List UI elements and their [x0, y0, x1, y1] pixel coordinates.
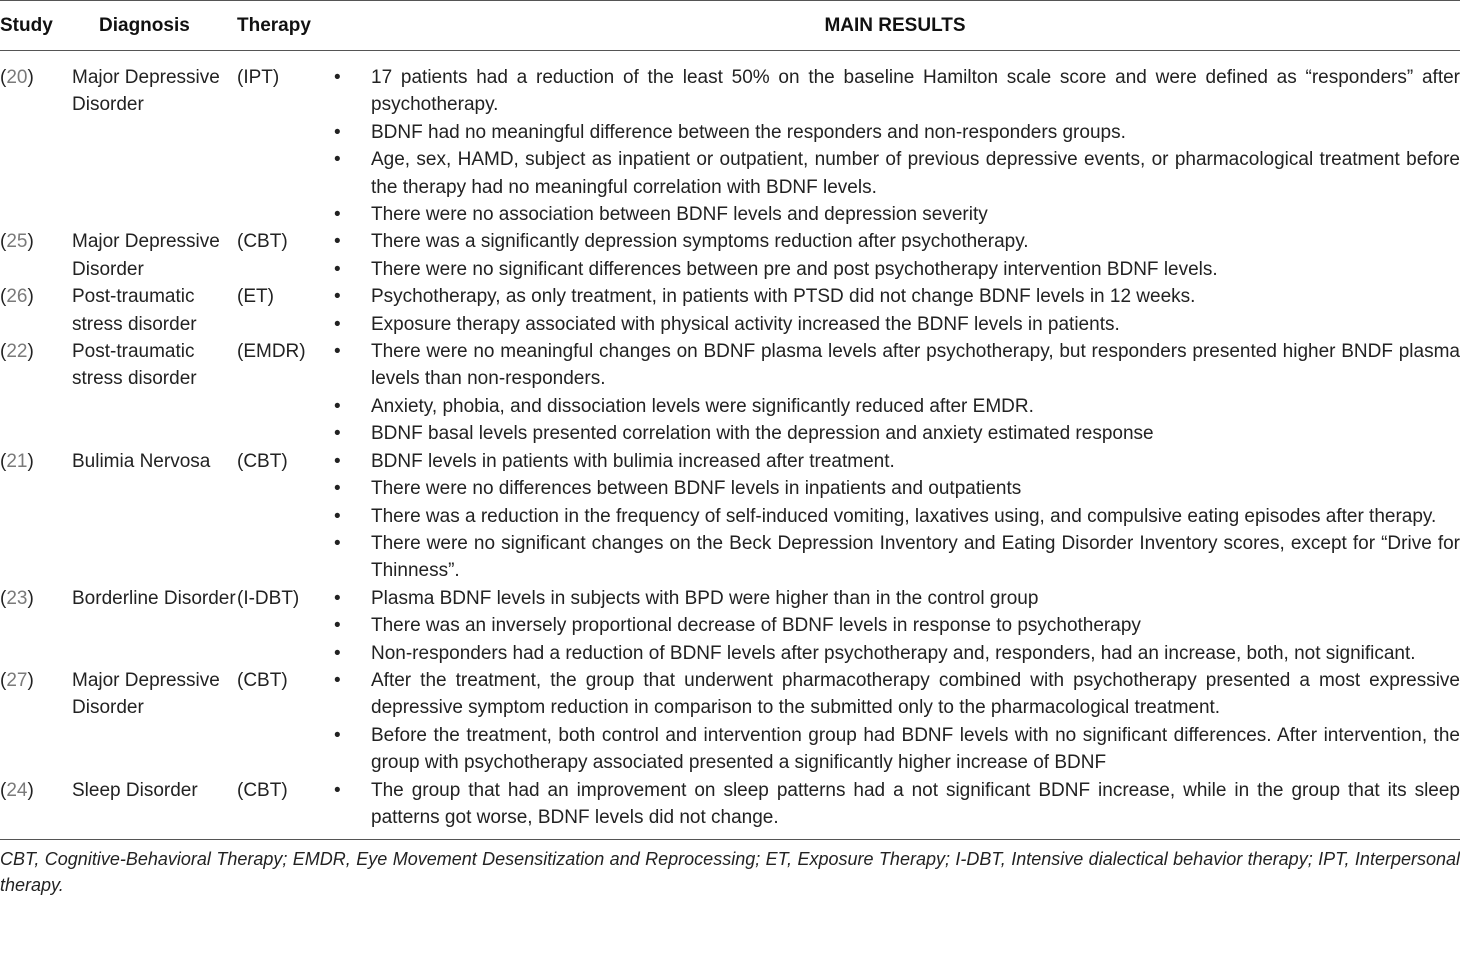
header-therapy: Therapy	[237, 1, 330, 51]
bullet-point: •	[334, 615, 341, 637]
table-row	[0, 338, 1460, 393]
study-cell: (23)	[0, 587, 34, 609]
therapy-cell: (I-DBT)	[237, 587, 300, 609]
bullet-point: •	[334, 121, 341, 143]
table-header	[0, 1, 1460, 51]
header-row	[0, 1, 1460, 51]
diagnosis-cell: Post-traumatic stress disorder	[72, 341, 197, 390]
result-text: Plasma BDNF levels in subjects with BPD were higher than in the control group	[371, 587, 1039, 609]
study-cell: (22)	[0, 341, 34, 363]
result-text: There were no significant differences between pre and post psychotherapy intervention BDNF levels.	[371, 258, 1218, 280]
therapy-cell: (EMDR)	[237, 341, 306, 363]
study-reference-link[interactable]: 25	[6, 231, 28, 253]
table-body	[0, 51, 1460, 840]
therapy-cell: (ET)	[237, 286, 274, 308]
study-reference-link[interactable]: 27	[6, 669, 28, 691]
result-text: There was an inversely proportional decrease of BDNF levels in response to psychotherapy	[371, 615, 1141, 637]
bullet-point: •	[334, 204, 341, 226]
study-reference-link[interactable]: 22	[6, 341, 28, 363]
header-diagnosis: Diagnosis	[72, 1, 237, 51]
result-text: Exposure therapy associated with physical activity increased the BDNF levels in patients.	[371, 313, 1120, 335]
table-row	[0, 283, 1460, 310]
bullet-point: •	[334, 669, 341, 691]
result-text: BDNF levels in patients with bulimia increased after treatment.	[371, 450, 895, 472]
bullet-point: •	[334, 423, 341, 445]
study-cell: (25)	[0, 231, 34, 253]
table-row	[0, 667, 1460, 722]
diagnosis-cell: Sleep Disorder	[72, 779, 198, 801]
diagnosis-cell: Major Depressive Disorder	[72, 67, 220, 116]
study-cell: (26)	[0, 286, 34, 308]
result-text: The group that had an improvement on sleep patterns had a not significant BDNF increase, while in the group that its sleep patterns got worse, BDNF levels did not change.	[371, 779, 1460, 828]
bullet-point: •	[334, 478, 341, 500]
result-text: 17 patients had a reduction of the least 50% on the baseline Hamilton scale score and were defined as “responders” after psychotherapy.	[371, 67, 1460, 116]
bullet-point: •	[334, 231, 341, 253]
header-study: Study	[0, 1, 72, 51]
study-cell: (27)	[0, 669, 34, 691]
result-text: Non-responders had a reduction of BDNF levels after psychotherapy and, responders, had an increase, both, not significant.	[371, 642, 1416, 664]
result-text: There were no differences between BDNF levels in inpatients and outpatients	[371, 478, 1022, 500]
diagnosis-cell: Major Depressive Disorder	[72, 669, 220, 719]
bullet-point: •	[334, 532, 341, 554]
result-text: There were no association between BDNF levels and depression severity	[371, 204, 988, 226]
header-main-results: MAIN RESULTS	[330, 1, 1460, 51]
diagnosis-cell: Major Depressive Disorder	[72, 231, 220, 280]
study-cell: (20)	[0, 67, 34, 88]
study-reference-link[interactable]: 26	[6, 286, 28, 308]
bullet-point: •	[334, 341, 341, 363]
therapy-cell: (CBT)	[237, 231, 288, 253]
table-row	[0, 777, 1460, 840]
bullet-point: •	[334, 149, 341, 171]
table-row	[0, 51, 1460, 119]
result-text: After the treatment, the group that underwent pharmacotherapy combined with psychotherapy presented a most expressive depressive symptom reduction in comparison to the submitted only to the pharmacological treatment.	[371, 669, 1460, 719]
result-text: Before the treatment, both control and intervention group had BDNF levels with no significant differences. After intervention, the group with psychotherapy associated presented a significantly higher increase of BDNF	[371, 724, 1460, 774]
bullet-point: •	[334, 258, 341, 280]
table-row	[0, 585, 1460, 612]
bullet-point: •	[334, 587, 341, 609]
diagnosis-cell: Post-traumatic stress disorder	[72, 286, 197, 335]
result-text: Psychotherapy, as only treatment, in patients with PTSD did not change BDNF levels in 12 weeks.	[371, 286, 1196, 308]
study-cell: (24)	[0, 779, 34, 801]
diagnosis-cell: Borderline Disorder	[72, 587, 236, 609]
bullet-point: •	[334, 642, 341, 664]
bullet-point: •	[334, 67, 341, 88]
therapy-cell: (CBT)	[237, 450, 288, 472]
bullet-point: •	[334, 724, 341, 746]
study-reference-link[interactable]: 24	[6, 779, 28, 801]
result-text: BDNF had no meaningful difference between the responders and non-responders groups.	[371, 121, 1126, 143]
table-footnote: CBT, Cognitive-Behavioral Therapy; EMDR, Eye Movement Desensitization and Reprocessing; ET, Exposure Therapy; I-DBT, Intensive dialectical behavior therapy; IPT, Interpersonal therapy.	[0, 849, 1460, 896]
bullet-point: •	[334, 286, 341, 308]
therapy-cell: (IPT)	[237, 67, 280, 88]
diagnosis-cell: Bulimia Nervosa	[72, 450, 211, 472]
bullet-point: •	[334, 395, 341, 417]
table-row	[0, 228, 1460, 255]
bullet-point: •	[334, 779, 341, 801]
result-text: BDNF basal levels presented correlation with the depression and anxiety estimated response	[371, 423, 1154, 445]
result-text: There were no meaningful changes on BDNF plasma levels after psychotherapy, but responders presented higher BNDF plasma levels than non-responders.	[371, 341, 1460, 390]
study-reference-link[interactable]: 23	[6, 587, 28, 609]
table-row	[0, 448, 1460, 475]
result-text: There was a significantly depression symptoms reduction after psychotherapy.	[371, 231, 1029, 253]
result-text: Age, sex, HAMD, subject as inpatient or outpatient, number of previous depressive events, or pharmacological treatment before the therapy had no meaningful correlation with BDNF levels.	[371, 149, 1460, 198]
result-text: There was a reduction in the frequency of self-induced vomiting, laxatives using, and compulsive eating episodes after therapy.	[371, 505, 1437, 527]
therapy-cell: (CBT)	[237, 779, 288, 801]
bullet-point: •	[334, 505, 341, 527]
result-text: Anxiety, phobia, and dissociation levels were significantly reduced after EMDR.	[371, 395, 1034, 417]
bullet-point: •	[334, 450, 341, 472]
study-reference-link[interactable]: 20	[6, 67, 28, 88]
result-text: There were no significant changes on the Beck Depression Inventory and Eating Disorder Inventory scores, except for “Drive for Thinness”.	[371, 532, 1460, 582]
study-cell: (21)	[0, 450, 34, 472]
study-reference-link[interactable]: 21	[6, 450, 28, 472]
bullet-point: •	[334, 313, 341, 335]
therapy-cell: (CBT)	[237, 669, 288, 691]
